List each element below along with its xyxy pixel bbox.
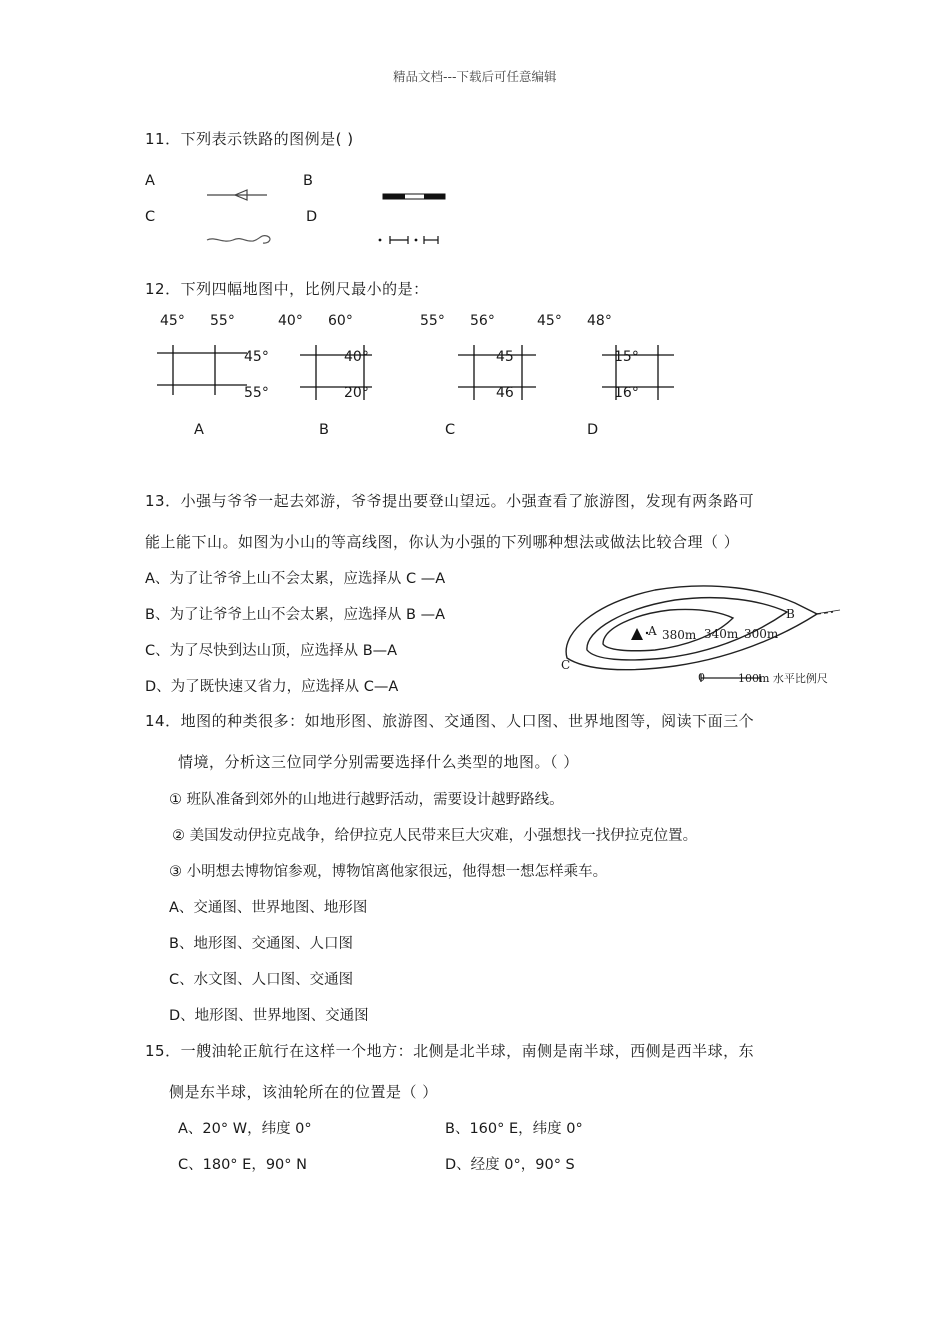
question-13-option-b: B、为了让爷爷上山不会太累，应选择从 B —A (145, 607, 446, 623)
contour-label-340: 340m (704, 627, 739, 641)
map-d-lat-top: 15° (614, 349, 639, 365)
option-label-c: C (145, 209, 156, 225)
map-d-lon-right: 48° (587, 313, 612, 329)
question-13-stem-line2: 能上能下山。如图为小山的等高线图，你认为小强的下列哪种想法或做法比较合理（ ） (145, 533, 740, 551)
question-13-option-d: D、为了既快速又省力，应选择从 C—A (145, 679, 399, 695)
question-15-option-a: A、20° W，纬度 0° (178, 1121, 312, 1137)
contour-label-300: 300m (744, 627, 779, 641)
map-c-lat-bottom: 46 (496, 385, 514, 401)
question-14-option-b: B、地形图、交通图、人口图 (169, 936, 353, 952)
legend-symbol-a-arrow-line (205, 185, 270, 205)
point-b-label: B (786, 607, 795, 621)
question-12-stem: 12．下列四幅地图中，比例尺最小的是： (145, 280, 429, 298)
map-a-lat-top: 45° (244, 349, 269, 365)
point-c-label: C (561, 658, 571, 672)
scale-zero-label: 0 (698, 671, 705, 684)
map-a-lon-right: 55° (210, 313, 235, 329)
legend-symbol-d-boundary (376, 232, 442, 246)
question-14-situation-1: ① 班队准备到郊外的山地进行越野活动，需要设计越野路线。 (169, 792, 564, 808)
map-d-lat-bottom: 16° (614, 385, 639, 401)
option-label-d: D (306, 209, 318, 225)
question-14-option-c: C、水文图、人口图、交通图 (169, 972, 354, 988)
map-a-grid (157, 345, 257, 395)
question-14-situation-2: ② 美国发动伊拉克战争，给伊拉克人民带来巨大灾难，小强想找一找伊拉克位置。 (172, 828, 698, 844)
question-14-situation-3: ③ 小明想去博物馆参观，博物馆离他家很远，他得想一想怎样乘车。 (169, 864, 608, 880)
question-13-option-a: A、为了让爷爷上山不会太累，应选择从 C —A (145, 571, 446, 587)
question-15-option-d: D、经度 0°，90° S (445, 1157, 575, 1173)
question-14-stem-line2: 情境，分析这三位同学分别需要选择什么类型的地图。（ ） (178, 753, 579, 771)
map-b-lat-top: 40° (344, 349, 369, 365)
question-13-option-c: C、为了尽快到达山顶，应选择从 B—A (145, 643, 398, 659)
map-d-lon-left: 45° (537, 313, 562, 329)
question-15-stem-line1: 15．一艘油轮正航行在这样一个地方：北侧是北半球，南侧是南半球，西侧是西半球，东 (145, 1042, 755, 1060)
map-c-lon-left: 55° (420, 313, 445, 329)
map-b-lon-right: 60° (328, 313, 353, 329)
map-a-lat-bottom: 55° (244, 385, 269, 401)
question-15-option-c: C、180° E，90° N (178, 1157, 307, 1173)
legend-symbol-b-railway (382, 192, 448, 202)
contour-peak-label: A (648, 624, 657, 638)
map-d-label: D (587, 422, 599, 438)
option-label-a: A (145, 173, 155, 189)
map-a-lon-left: 45° (160, 313, 185, 329)
question-13-stem-line1: 13．小强与爷爷一起去郊游，爷爷提出要登山望远。小强查看了旅游图，发现有两条路可 (145, 492, 755, 510)
map-b-label: B (319, 422, 329, 438)
map-a-label: A (194, 422, 204, 438)
option-label-b: B (303, 173, 313, 189)
contour-label-380: 380m (662, 628, 697, 642)
map-b-lon-left: 40° (278, 313, 303, 329)
map-c-lat-top: 45 (496, 349, 514, 365)
map-c-label: C (445, 422, 456, 438)
page-header: 精品文档---下载后可任意编辑 (393, 69, 557, 84)
question-15-option-b: B、160° E，纬度 0° (445, 1121, 583, 1137)
question-14-option-a: A、交通图、世界地图、地形图 (169, 900, 368, 916)
scale-bar-label: 100m 水平比例尺 (738, 672, 828, 685)
question-14-stem-line1: 14．地图的种类很多：如地形图、旅游图、交通图、人口图、世界地图等，阅读下面三个 (145, 712, 755, 730)
map-b-lat-bottom: 20° (344, 385, 369, 401)
question-14-option-d: D、地形图、世界地图、交通图 (169, 1008, 369, 1024)
question-15-stem-line2: 侧是东半球，该油轮所在的位置是（ ） (169, 1083, 438, 1101)
map-c-lon-right: 56° (470, 313, 495, 329)
question-11-stem: 11．下列表示铁路的图例是( ) (145, 130, 354, 148)
legend-symbol-c-river (205, 230, 273, 248)
